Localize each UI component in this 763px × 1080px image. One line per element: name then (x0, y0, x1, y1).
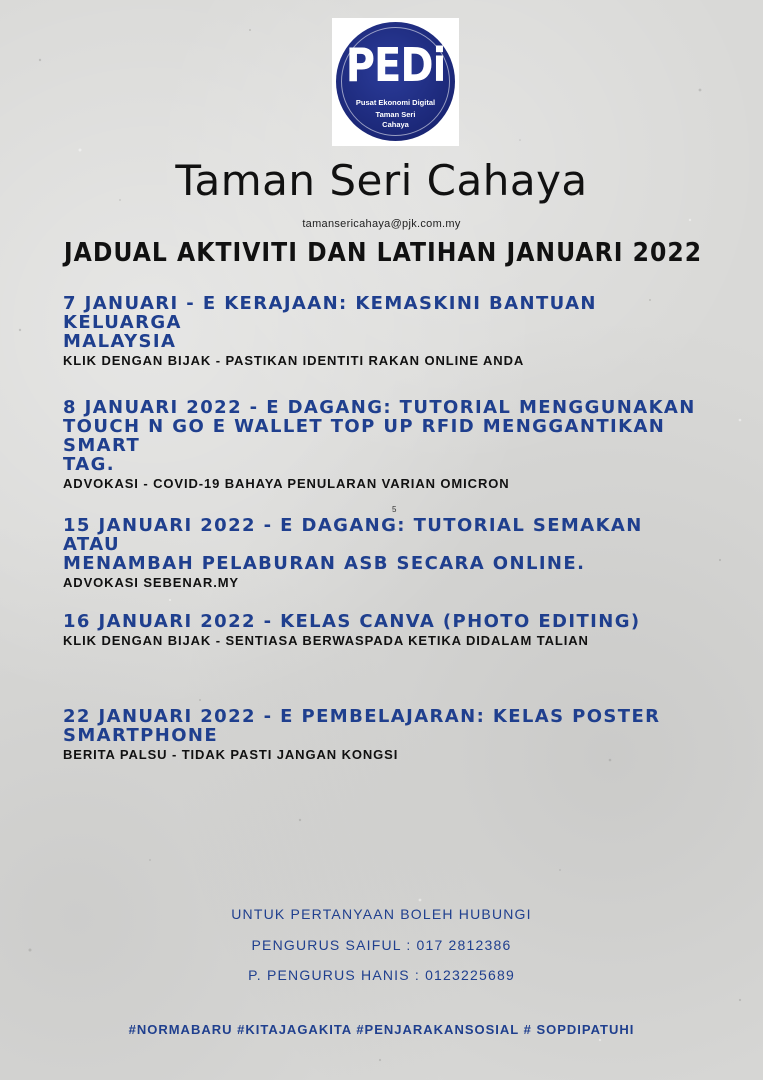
activity-title (63, 294, 703, 351)
pedi-logo-emblem (336, 22, 455, 141)
activity-title (63, 707, 703, 745)
logo-line-3: Cahaya (382, 120, 409, 129)
activity-title-line: TAG. (63, 454, 116, 475)
logo-word: PEDi (345, 39, 446, 93)
activity-note: KLIK DENGAN BIJAK - PASTIKAN IDENTITI RAKAN ONLINE ANDA (63, 353, 525, 368)
activity-title-line: 16 JANUARI 2022 - KELAS CANVA (PHOTO EDITING) (63, 611, 641, 632)
logo-line-1: Pusat Ekonomi Digital (355, 98, 436, 107)
logo-line-2: Taman Seri (375, 110, 416, 119)
activity-item-1 (63, 294, 703, 369)
hashtags: #NORMABARU #KITAJAGAKITA #PENJARAKANSOSIAL # SOPDIPATUHI (128, 1022, 635, 1037)
email-address: tamansericahaya@pjk.com.my (302, 218, 461, 230)
activity-title-line: 15 JANUARI 2022 - E DAGANG: TUTORIAL SEMAKAN ATAU (63, 515, 643, 555)
contact-person-1: PENGURUS SAIFUL : 017 2812386 (251, 937, 512, 953)
page-title: Taman Seri Cahaya (175, 156, 588, 205)
page-mark: 5 (392, 505, 397, 514)
activity-title (63, 516, 703, 573)
activity-title-line: 22 JANUARI 2022 - E PEMBELAJARAN: KELAS POSTER (63, 706, 661, 727)
activity-title-line: 7 JANUARI - E KERAJAAN: KEMASKINI BANTUAN KELUARGA (63, 293, 597, 333)
contact-person-2: P. PENGURUS HANIS : 0123225689 (248, 967, 515, 983)
contact-heading: UNTUK PERTANYAAN BOLEH HUBUNGI (231, 906, 532, 922)
activity-title (63, 398, 703, 474)
schedule-heading: JADUAL AKTIVITI DAN LATIHAN JANUARI 2022 (63, 236, 703, 268)
activity-note: ADVOKASI SEBENAR.MY (63, 575, 240, 590)
activity-item-5 (63, 707, 703, 763)
activity-item-3 (63, 516, 703, 591)
activity-title-line: MENAMBAH PELABURAN ASB SECARA ONLINE. (63, 553, 586, 574)
activity-title-line: TOUCH N GO E WALLET TOP UP RFID MENGGANTIKAN SMART (63, 416, 666, 456)
activity-item-4 (63, 612, 703, 649)
activity-note: KLIK DENGAN BIJAK - SENTIASA BERWASPADA KETIKA DIDALAM TALIAN (63, 633, 589, 648)
activity-title-line: MALAYSIA (63, 331, 177, 352)
activity-title (63, 612, 703, 631)
activity-note: ADVOKASI - COVID-19 BAHAYA PENULARAN VARIAN OMICRON (63, 476, 510, 491)
activity-title-line: 8 JANUARI 2022 - E DAGANG: TUTORIAL MENGGUNAKAN (63, 397, 696, 418)
activity-title-line: SMARTPHONE (63, 725, 219, 746)
logo (332, 18, 459, 146)
activity-note: BERITA PALSU - TIDAK PASTI JANGAN KONGSI (63, 747, 399, 762)
activity-item-2 (63, 398, 703, 492)
